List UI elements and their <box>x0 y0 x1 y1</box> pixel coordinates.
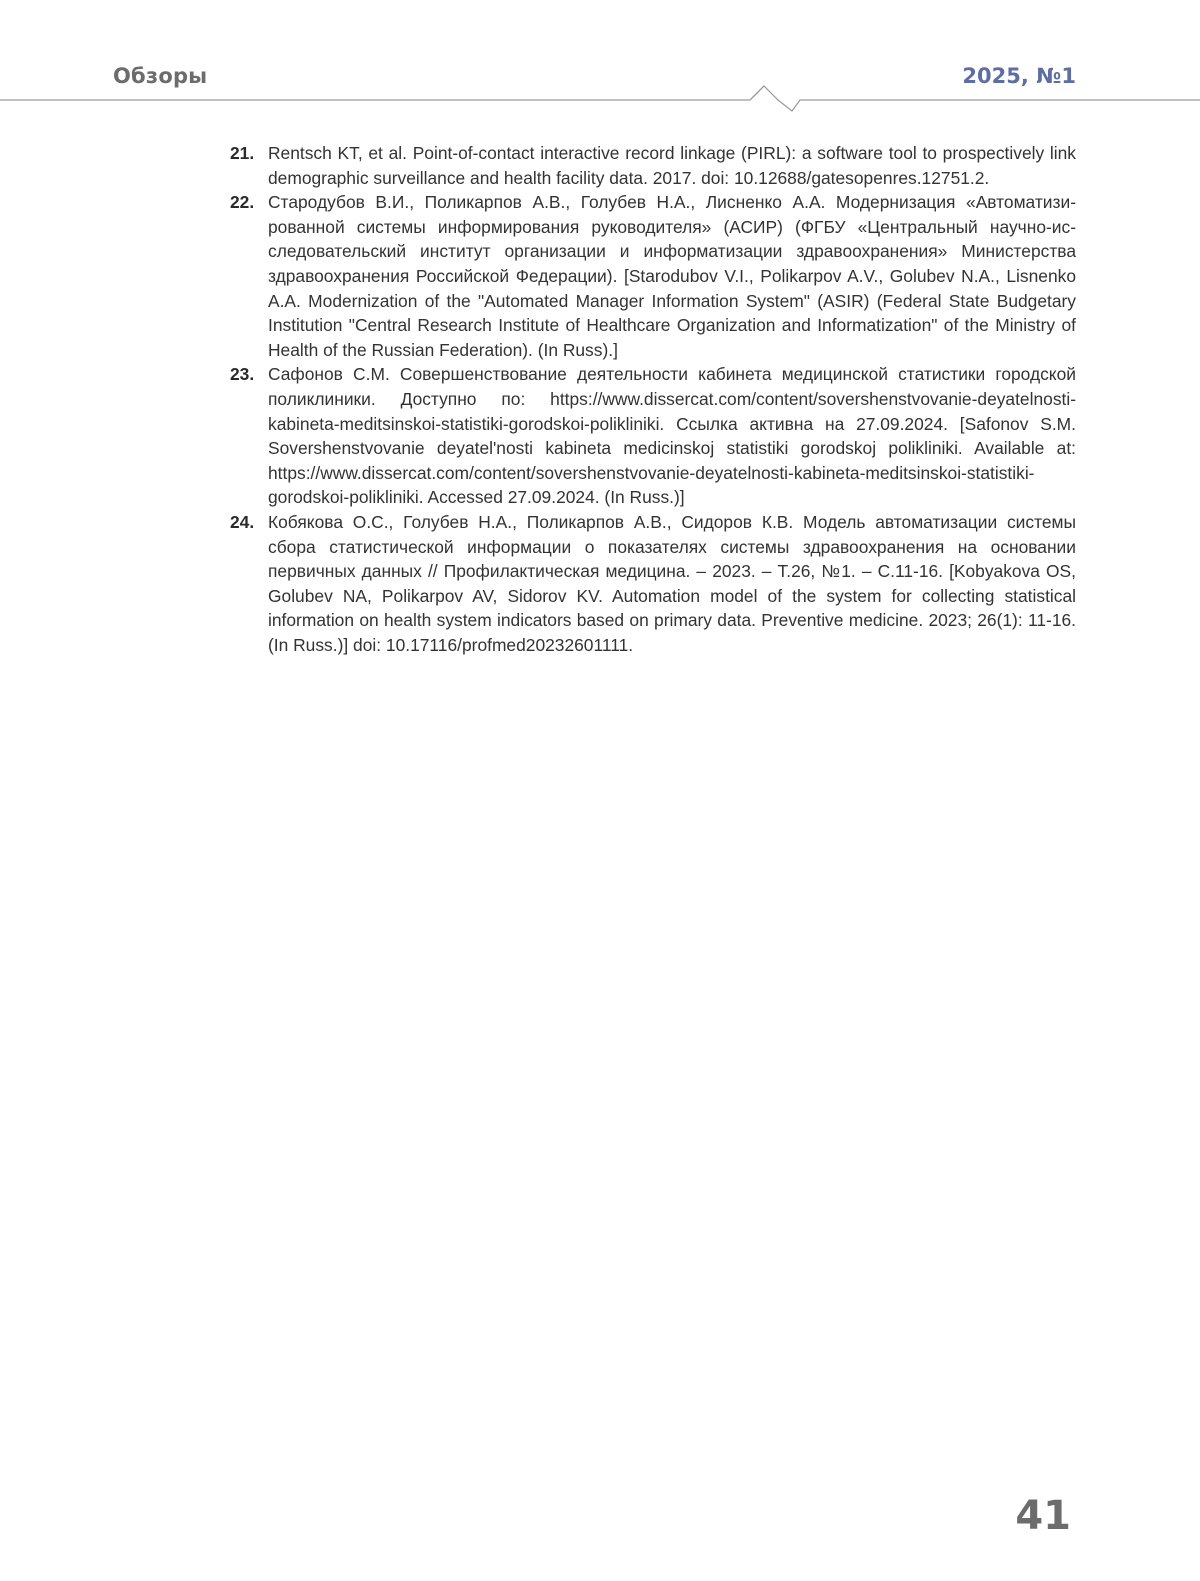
reference-text: Rentsch KT, et al. Point-of-contact interactive record linkage (PIRL): a software tool to prospectively link demographic surveillance and health facility data. 2017. doi: 10.12688/gatesopenres.12751.2. <box>268 143 1076 188</box>
page-number: 41 <box>1015 1493 1071 1539</box>
header-divider-line <box>0 84 1200 114</box>
reference-item <box>230 510 1076 658</box>
reference-number: 21. <box>230 143 255 163</box>
reference-list <box>230 141 1076 657</box>
reference-text: Сафонов С.М. Совершенствование деятельности кабинета медицинской статистики городской поликлиники. Доступно по: https://www.dissercat.com/content/sovershenstvovanie-deyatelnosti-kabineta-meditsinskoi-statistiki-gorodskoi-polikliniki. Ссылка активна на 27.09.2024. [Safonov S.M. Sovershenstvovanie deyatel'nosti kabineta medicinskoj statistiki gorodskoj polikliniki. Available at: https://www.dissercat.com/content/sovershenstvovanie-deyatelnosti-kabineta-meditsinskoi-statistiki-gorodskoi-polikliniki. Accessed 27.09.2024. (In Russ.)] <box>268 364 1076 508</box>
reference-number: 23. <box>230 364 255 385</box>
running-header-issue: 2025, №1 <box>962 64 1076 88</box>
reference-item <box>230 190 1076 362</box>
reference-text: Кобякова О.С., Голубев Н.А., Поликарпов А.В., Сидоров К.В. Модель автоматизации системы сбора статистической информации о показателях системы здравоохранения на основании первичных данных // Профилактическая медицина. – 2023. – Т.26, №1. – С.11-16. [Kobyakova OS, Golubev NA, Polikarpov AV, Sidorov KV. Automation model of the system for collecting statistical information on health system indicators based on primary data. Preventive medicine. 2023; 26(1): 11-16. (In Russ.)] doi: 10.17116/profmed20232601111. <box>268 511 1076 655</box>
reference-number: 24. <box>230 511 255 532</box>
reference-item <box>230 362 1076 510</box>
reference-item <box>230 141 1076 190</box>
reference-text: Стародубов В.И., Поликарпов А.В., Голубев Н.А., Лисненко А.А. Модернизация «Автоматизированной системы информирования руководителя» (АСИР) (ФГБУ «Центральный научно-исследовательский институт организации и информатизации здравоохранения» Министерства здравоохранения Российской Федерации). [Starodubov V.I., Polikarpov A.V., Golubev N.A., Lisnenko A.A. Modernization of the "Automated Manager Information System" (ASIR) (Federal State Budgetary Institution "Central Research Institute of Healthcare Organization and Informatization" of the Ministry of Health of the Russian Federation). (In Russ).] <box>268 192 1076 360</box>
running-header-section: Обзоры <box>113 64 208 88</box>
reference-number: 22. <box>230 192 255 213</box>
